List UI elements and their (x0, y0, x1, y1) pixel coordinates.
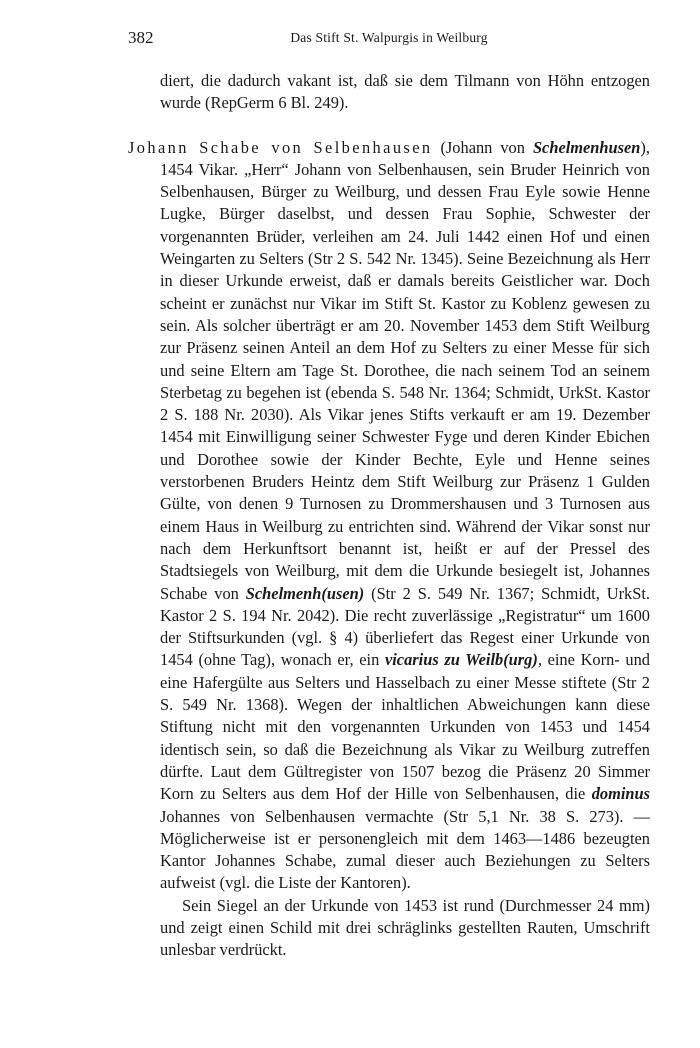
italic-name: Schelmenhusen (532, 137, 641, 157)
entry-text: (Johann von (432, 137, 533, 157)
entry-name: Johann Schabe von Selbenhausen (128, 137, 433, 157)
entry-text: (Str 2 S. 549 Nr. 1367; Schmidt, UrkSt. Kastor 2 S. 194 Nr. 2042). Die recht zuverlässige „Registratur“ um 1600 der Stiftsurkunden (vgl. § 4) überliefert das Regest einer Urkunde von 1454 (ohne Tag), wonach er, ein (160, 583, 650, 670)
entry-text: , eine Korn- und eine Hafergülte aus Selters und Hasselbach zu einer Messe stiftete (Str 2 S. 549 Nr. 1368). Wegen der inhaltlichen Abweichungen kann diese Stiftung nicht mit den vorgenannten Urkunden von 1453 und 1454 identisch sein, so daß die Bezeichnung als Vikar zu Weilburg zutreffen dürfte. Laut dem Gültregister von 1507 bezog die Präsenz 20 Simmer Korn zu Selters aus dem Hof der Hille von Selbenhausen, die (160, 650, 650, 804)
italic-latin: vicarius zu Weilb(urg) (384, 650, 538, 670)
continued-paragraph: diert, die dadurch vakant ist, daß sie dem Tilmann von Höhn entzogen wurde (RepGerm 6 Bl. 249). (160, 71, 650, 113)
running-title: Das Stift St. Walpurgis in Weilburg (290, 30, 488, 45)
entry-text: ), 1454 Vikar. „Herr“ Johann von Selbenhausen, sein Bruder Heinrich von Selbenhausen, Bürger zu Weilburg, und dessen Frau Eyle sowie Henne Lugke, Bürger daselbst, und dessen Frau Sophie, Schwester der vorgenannten Brüder, verleihen am 24. Juli 1442 einen Hof und einen Weingarten zu Selters (Str 2 S. 542 Nr. 1345). Seine Bezeichnung als Herr in dieser Urkunde erweist, daß er damals bereits Geistlicher war. Doch scheint er zunächst nur Vikar im Stift St. Kastor zu Koblenz gewesen zu sein. Als solcher überträgt er am 20. November 1453 dem Stift Weilburg zur Präsenz seinen Anteil an dem Hof zu Selters zu einer Messe für sich und seine Eltern am Tage St. Dorothee, die nach seinem Tod an seinem Sterbetag zu begehen ist (ebenda S. 548 Nr. 1364; Schmidt, UrkSt. Kastor 2 S. 188 Nr. 2030). Als Vikar jenes Stifts verkauft er am 19. Dezember 1454 mit Einwilligung seiner Schwester Fyge und deren Kinder Ebichen und Dorothee sowie der Kinder Bechte, Eyle und Henne seines verstorbenen Bruders Heintz dem Stift Weilburg zur Präsenz 1 Gulden Gülte, von denen 9 Turnosen zu Drommershausen und 3 Turnosen aus einem Haus in Weilburg zu entrichten sind. Während der Vikar sonst nur nach dem Herkunftsort benannt ist, heißt er auf der Pressel des Stadtsiegels von Weilburg, mit dem die Urkunde besiegelt ist, Johannes Schabe von (160, 137, 650, 603)
page-header (128, 28, 650, 54)
biographical-entry (128, 137, 650, 895)
body-text (128, 70, 650, 962)
entry-text: Johannes von Selbenhausen vermachte (Str 5,1 Nr. 38 S. 273). — Möglicherweise ist er personengleich mit dem 1463—1486 bezeugten Kantor Johannes Schabe, zumal dieser auch Beziehungen zu Selters aufweist (vgl. die Liste der Kantoren). (160, 806, 650, 893)
italic-latin: dominus (591, 784, 650, 804)
seal-paragraph: Sein Siegel an der Urkunde von 1453 ist rund (Durchmesser 24 mm) und zeigt einen Schild mit drei schräglinks gestellten Rauten, Umschrift unlesbar verdrückt. (160, 895, 650, 960)
page-number: 382 (128, 28, 154, 47)
italic-name: Schelmenh(usen) (245, 583, 365, 603)
